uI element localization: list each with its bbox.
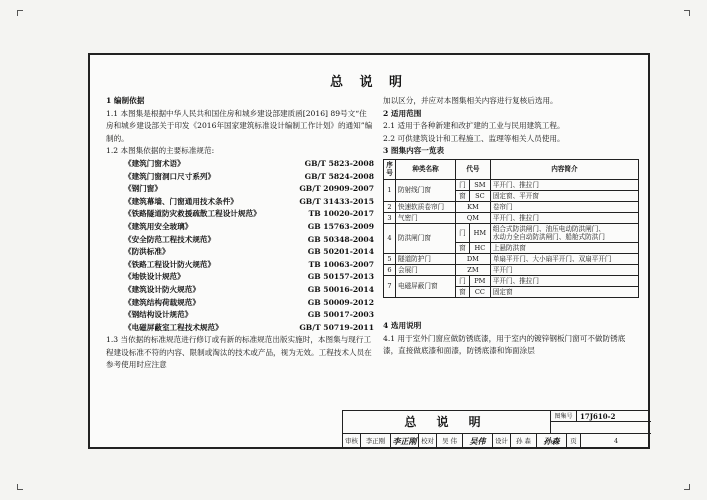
row-kind: 门 (456, 179, 470, 190)
row-desc (490, 275, 638, 286)
table-row (384, 264, 639, 275)
header-desc: 内容简介 (490, 159, 638, 179)
desc-line: 固定窗、平开窗 (492, 191, 539, 200)
standard-code: GB 50201-2014 (307, 247, 374, 257)
row-desc (490, 190, 638, 201)
row-no: 7 (384, 275, 396, 297)
row-no: 5 (384, 253, 396, 264)
section1-para2-heading: 1.2 本图集依据的主要标准规范: (106, 146, 215, 156)
header-name: 种类名称 (396, 159, 456, 179)
row-desc (490, 223, 638, 242)
desc-line: 水动力全自动防洪闸门、船舱式防洪门 (492, 232, 605, 241)
title-block (342, 410, 650, 447)
desc-line: 平开门 (492, 265, 513, 274)
right-column (383, 95, 639, 358)
table-row (384, 253, 639, 264)
review-name: 李正刚 (361, 434, 391, 448)
atlas-no: 17J610-2 (577, 411, 651, 422)
standard-name: 《电磁屏蔽室工程技术规范》 (124, 322, 223, 332)
section3-heading: 3 图集内容一览表 (383, 146, 445, 156)
standard-name: 《防洪标准》 (124, 247, 170, 257)
section1-para3: 1.3 当依据的标准规范进行修订或有新的标准规范出版实施时，本图集与现行工程建设标准不符的内容、限制或淘汰的技术或产品，视为无效。工程技术人员在参考使用时应注意 (106, 335, 372, 370)
standard-name: 《安全防范工程技术规范》 (124, 234, 216, 244)
row-no: 6 (384, 264, 396, 275)
standard-name: 《铁路隧道防灾救援疏散工程设计规范》 (124, 209, 261, 219)
standard-name: 《建筑门窗洞口尺寸系列》 (124, 171, 216, 181)
standard-code: GB 15763-2009 (307, 221, 374, 231)
standard-item (106, 259, 374, 272)
row-name: 会展门 (396, 264, 456, 275)
standard-item (106, 284, 374, 297)
header-code: 代号 (456, 159, 491, 179)
table-row (384, 201, 639, 212)
standard-item (106, 234, 374, 247)
row-kind: 窗 (456, 286, 470, 297)
standard-name: 《建筑门窗术语》 (124, 158, 185, 168)
standard-name: 《地铁设计规范》 (124, 272, 185, 282)
standard-item (106, 196, 374, 209)
row-desc (490, 286, 638, 297)
row-code: HM (469, 223, 490, 242)
row-desc (490, 253, 638, 264)
row-no: 1 (384, 179, 396, 201)
row-code: KM (456, 201, 491, 212)
row-desc (490, 242, 638, 253)
review-signature: 李正刚 (391, 434, 419, 448)
desc-line: 组合式防洪闸门、油压电动防洪闸门、 (492, 224, 605, 233)
table-row (384, 179, 639, 190)
continued-text: 加以区分，并应对本图集相关内容进行复核后选用。 (383, 96, 558, 105)
row-code: DM (456, 253, 491, 264)
row-code: ZM (456, 264, 491, 275)
standard-name: 《钢结构设计规范》 (124, 310, 193, 320)
standard-item (106, 183, 374, 196)
design-name: 孙 森 (511, 434, 537, 448)
section1-para1: 1.1 本图集是根据中华人民共和国住房和城乡建设部建质函[2016] 89号文“住房和城乡建设部关于印发《2016年国家建筑标准设计编制工作计划》的通知”编制的。 (106, 108, 373, 143)
standard-code: GB 50348-2004 (307, 234, 374, 244)
standard-code: GB/T 5824-2008 (304, 171, 374, 181)
standard-name: 《建筑幕墙、门窗通用技术条件》 (124, 196, 238, 206)
row-desc (490, 201, 638, 212)
page-number: 4 (613, 437, 619, 445)
standard-item (106, 322, 374, 335)
crop-mark-bottom-right (684, 484, 690, 490)
row-code: PM (469, 275, 490, 286)
standard-item (106, 208, 374, 221)
check-name: 吴 伟 (437, 434, 463, 448)
section1-heading: 1 编制依据 (106, 96, 145, 105)
standard-item (106, 297, 374, 310)
standard-name: 《建筑结构荷载规范》 (124, 297, 200, 307)
standard-item (106, 158, 374, 171)
row-desc (490, 264, 638, 275)
design-label: 设计 (493, 434, 511, 448)
row-name: 气密门 (396, 212, 456, 223)
atlas-no-label: 图集号 (551, 411, 577, 422)
standard-code: GB/T 50719-2011 (299, 322, 374, 332)
standard-code: GB/T 5823-2008 (304, 158, 374, 168)
standard-code: GB/T 31433-2015 (299, 196, 374, 206)
table-row (384, 275, 639, 286)
crop-mark-top-right (684, 10, 690, 16)
standard-name: 《钢门窗》 (124, 184, 162, 194)
row-kind: 窗 (456, 190, 470, 201)
table-header-row (384, 159, 639, 179)
row-no: 3 (384, 212, 396, 223)
title-block-blank (551, 422, 651, 434)
row-code: HC (469, 242, 490, 253)
row-kind: 窗 (456, 242, 470, 253)
desc-line: 平开门、推拉门 (492, 180, 539, 189)
row-kind: 门 (456, 275, 470, 286)
row-name: 快速软质卷帘门 (396, 201, 456, 212)
section4-heading: 4 选用说明 (383, 320, 422, 330)
standard-item (106, 246, 374, 259)
desc-line: 平开门、推拉门 (492, 276, 539, 285)
row-code: QM (456, 212, 491, 223)
standard-item (106, 221, 374, 234)
drawing-sheet (88, 53, 650, 449)
title-block-title: 总 说 明 (343, 411, 551, 434)
design-signature: 孙森 (537, 434, 567, 448)
standard-item (106, 271, 374, 284)
table-row (384, 212, 639, 223)
page-label: 页 (567, 434, 581, 448)
row-code: CC (469, 286, 490, 297)
crop-mark-bottom-left (17, 484, 23, 490)
standard-code: GB 50016-2014 (307, 284, 374, 294)
left-column (106, 95, 374, 372)
review-label: 审核 (343, 434, 361, 448)
signature-row (343, 434, 651, 448)
row-code: SM (469, 179, 490, 190)
row-code: SC (469, 190, 490, 201)
standard-name: 《铁路工程设计防火规范》 (124, 259, 216, 269)
standard-code: GB 50009-2012 (307, 297, 374, 307)
row-no: 2 (384, 201, 396, 212)
standard-code: GB 50017-2003 (307, 310, 374, 320)
row-name: 防射线门窗 (396, 179, 456, 201)
row-desc (490, 179, 638, 190)
row-desc (490, 212, 638, 223)
check-label: 校对 (419, 434, 437, 448)
standard-code: GB/T 20909-2007 (299, 184, 374, 194)
standard-item (106, 309, 374, 322)
content-table (383, 159, 639, 298)
standard-code: GB 50157-2013 (307, 272, 374, 282)
desc-line: 卷帘门 (492, 202, 513, 211)
standard-name: 《建筑设计防火规范》 (124, 284, 200, 294)
standard-code: TB 10063-2007 (308, 259, 374, 269)
header-no: 序号 (384, 159, 396, 179)
desc-line: 固定窗 (492, 287, 513, 296)
check-signature: 吴伟 (463, 434, 493, 448)
row-name: 隧道防护门 (396, 253, 456, 264)
section2-heading: 2 适用范围 (383, 108, 422, 118)
table-row (384, 223, 639, 242)
page-title: 总 说 明 (329, 75, 409, 90)
crop-mark-top-left (17, 10, 23, 16)
row-kind: 门 (456, 223, 470, 242)
row-no: 4 (384, 223, 396, 253)
desc-line: 平开门、推拉门 (492, 213, 539, 222)
desc-line: 单扇平开门、大小扇平开门、双扇平开门 (492, 254, 612, 263)
standard-name: 《建筑用安全玻璃》 (124, 221, 193, 231)
row-name: 防洪闸门窗 (396, 223, 456, 253)
section4-text: 4.1 用于室外门窗应做防锈底漆，用于室内的镀锌钢板门窗可不做防锈底漆，直接做底漆和面漆，防锈底漆和饰面涂层 (383, 333, 626, 356)
standards-list (106, 158, 374, 334)
standard-item (106, 171, 374, 184)
section2-item-1: 2.1 适用于各种新建和改扩建的工业与民用建筑工程。 (383, 121, 565, 131)
section2-item-2: 2.2 可供建筑设计和工程施工、监理等相关人员使用。 (383, 133, 565, 143)
desc-line: 上悬防洪窗 (492, 243, 526, 252)
standard-code: TB 10020-2017 (308, 209, 374, 219)
row-name: 电磁屏蔽门窗 (396, 275, 456, 297)
